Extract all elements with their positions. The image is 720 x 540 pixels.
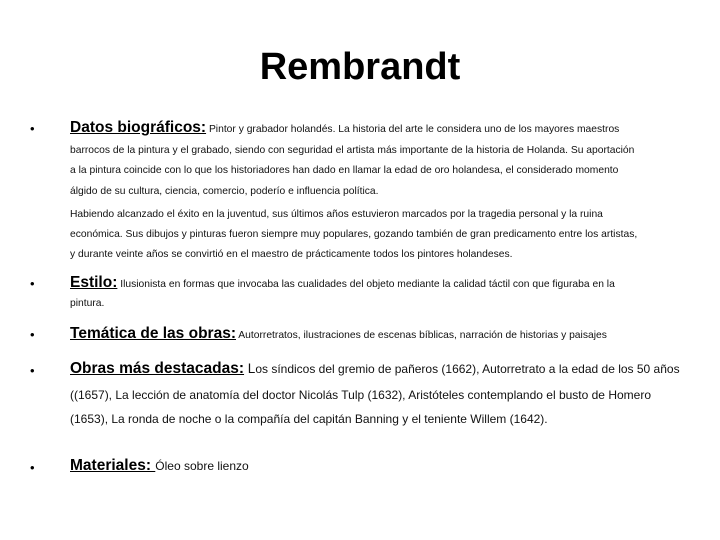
datos-line-1 (70, 121, 619, 137)
obras-line-1 (70, 362, 680, 376)
estilo-label: Estilo: (70, 274, 118, 291)
bullet-marker: • (30, 327, 35, 342)
datos-line-7: y durante veinte años se convirtió en el maestro de prácticamente todos los pintores holandeses. (70, 249, 513, 260)
tematica-line (70, 327, 607, 343)
datos-line-5: Habiendo alcanzado el éxito en la juventud, sus últimos años estuvieron marcados por la tragedia personal y la ruina (70, 209, 603, 220)
estilo-line-1 (70, 276, 615, 292)
bullet-marker: • (30, 121, 35, 136)
materiales-text: Óleo sobre lienzo (155, 459, 249, 473)
datos-line-2: barrocos de la pintura y el grabado, siendo con seguridad el artista más importante de la historia de Holanda. Su aportación (70, 145, 635, 156)
obras-line-3: (1653), La ronda de noche o la compañía del capitán Banning y el teniente Willem (1642). (70, 412, 548, 426)
tematica-label: Temática de las obras: (70, 325, 236, 342)
tematica-text: Autorretratos, ilustraciones de escenas bíblicas, narración de historias y paisajes (235, 330, 607, 341)
materiales-line (70, 459, 249, 473)
obras-first-letter: L (244, 361, 256, 376)
datos-label: Datos biográficos: (70, 119, 207, 136)
estilo-text-1: Ilusionista en formas que invocaba las cualidades del objeto mediante la calidad táctil con que figuraba en la (117, 279, 615, 290)
estilo-line-2: pintura. (70, 298, 105, 309)
obras-line-2: ((1657), La lección de anatomía del doctor Nicolás Tulp (1632), Aristóteles contemplando el busto de Homero (70, 388, 651, 402)
materiales-label: Materiales: (70, 457, 156, 474)
datos-text-1: Pintor y grabador holandés. La historia del arte le considera uno de los mayores maestros (206, 124, 620, 135)
slide-title: Rembrandt (259, 46, 461, 88)
obras-text-1: os síndicos del gremio de pañeros (1662), Autorretrato a la edad de los 50 años (255, 362, 680, 376)
datos-line-4: álgido de su cultura, ciencia, comercio, poderío e influencia política. (70, 186, 379, 197)
bullet-marker: • (30, 276, 35, 291)
datos-line-3: a la pintura coincide con lo que los historiadores han dado en llamar la edad de oro holandesa, el considerado momento (70, 165, 619, 176)
bullet-marker: • (30, 460, 35, 475)
datos-line-6: económica. Sus dibujos y pinturas fueron siempre muy populares, gozando también de gran predicamento entre los artistas, (70, 229, 638, 240)
obras-label: Obras más destacadas: (70, 360, 245, 377)
bullet-marker: • (30, 363, 35, 378)
